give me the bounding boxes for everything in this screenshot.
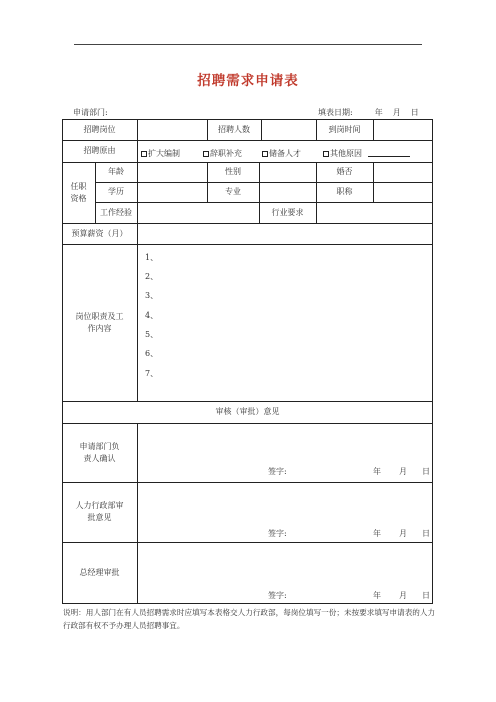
industry-field[interactable] (316, 202, 432, 223)
reason-option-expand[interactable]: 扩大编制 (141, 148, 180, 159)
salary-label: 预算薪资（月） (71, 228, 128, 238)
post-field[interactable] (137, 119, 207, 140)
fill-date-label: 填表日期: (318, 108, 353, 117)
industry-label: 行业要求 (271, 207, 304, 217)
duty-item-7[interactable]: 7、 (145, 369, 159, 378)
duty-item-3[interactable]: 3、 (145, 291, 159, 300)
gm-date-month: 月 (399, 591, 407, 600)
age-label: 年龄 (108, 167, 124, 176)
checkbox[interactable] (262, 151, 268, 157)
duty-item-2[interactable]: 2、 (145, 272, 159, 281)
qualification-label: 任职资格 (70, 181, 87, 203)
hr-sign-label: 签字: (268, 529, 287, 538)
fill-date-year: 年 (374, 108, 383, 117)
reason-option-replace[interactable]: 辞职补充 (203, 148, 242, 159)
footnote: 说明：用人部门在有人员招聘需求时应填写本表格交人力行政部，每岗位填写一份；未按要求填写申请表的人力行政部有权不予办理人员招聘事宜。 (63, 608, 436, 630)
gender-field[interactable] (259, 162, 316, 182)
major-label: 专业 (225, 187, 241, 196)
fill-date-month: 月 (392, 108, 401, 117)
page-title: 招聘需求申请表 (197, 73, 299, 89)
gm-sign-label: 签字: (268, 591, 287, 600)
grid-line (62, 603, 433, 604)
grid-line (137, 423, 138, 603)
experience-label: 工作经验 (100, 207, 132, 217)
title-field[interactable] (373, 182, 432, 202)
dept-head-date-day: 日 (422, 467, 430, 476)
duty-item-6[interactable]: 6、 (145, 349, 159, 358)
grid-line (137, 140, 138, 162)
duties-label: 岗位职责及工作内容 (75, 311, 124, 333)
checkbox[interactable] (203, 151, 209, 157)
checkbox[interactable] (323, 151, 329, 157)
marital-label: 婚否 (336, 167, 353, 176)
dept-head-sign-label: 签字: (268, 467, 287, 476)
gm-date-year: 年 (373, 591, 381, 600)
education-label: 学历 (108, 187, 124, 196)
hr-label: 人力行政部审批意见 (75, 501, 124, 522)
count-field[interactable] (261, 119, 316, 140)
hr-date-year: 年 (373, 529, 381, 538)
gender-label: 性别 (225, 167, 241, 176)
salary-field[interactable] (137, 223, 432, 244)
checkbox[interactable] (141, 151, 147, 157)
header-rule (74, 44, 422, 45)
review-header: 审核（审批）意见 (215, 407, 280, 416)
reason-option-reserve[interactable]: 储备人才 (262, 148, 301, 159)
education-field[interactable] (137, 182, 207, 202)
arrival-field[interactable] (373, 119, 432, 140)
gm-date-day: 日 (422, 591, 430, 600)
other-reason-field[interactable] (368, 156, 410, 157)
major-field[interactable] (259, 182, 316, 202)
grid-line (432, 119, 433, 604)
duty-item-5[interactable]: 5、 (145, 330, 159, 339)
duty-item-4[interactable]: 4、 (145, 311, 159, 320)
dept-head-date-month: 月 (399, 467, 407, 476)
dept-head-date-year: 年 (373, 467, 381, 476)
experience-field[interactable] (137, 202, 259, 223)
count-label: 招聘人数 (218, 124, 250, 134)
post-label: 招聘岗位 (83, 124, 116, 134)
duty-item-1[interactable]: 1、 (145, 253, 159, 262)
hr-date-day: 日 (422, 529, 430, 538)
dept-head-label: 申请部门负责人确认 (79, 441, 120, 463)
gm-label: 总经理审批 (79, 567, 120, 577)
applicant-dept-label: 申请部门: (73, 108, 108, 117)
fill-date-day: 日 (410, 108, 419, 117)
arrival-label: 到岗时间 (328, 124, 361, 134)
fill-date (318, 107, 419, 118)
age-field[interactable] (137, 162, 207, 182)
marital-field[interactable] (373, 162, 432, 182)
grid-line (137, 244, 138, 401)
reason-label: 招聘原由 (83, 146, 116, 155)
title-label: 职称 (336, 187, 353, 196)
reason-option-other[interactable]: 其他原因 (323, 148, 362, 159)
hr-date-month: 月 (399, 529, 407, 538)
